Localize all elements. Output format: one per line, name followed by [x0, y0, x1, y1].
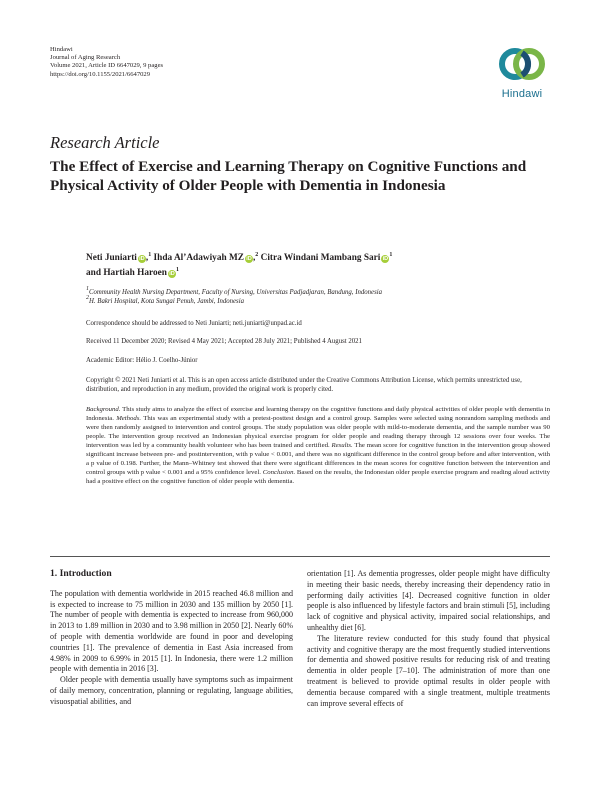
- body-column-left: [50, 569, 293, 708]
- doi-link[interactable]: https://doi.org/10.1155/2021/6647029: [50, 70, 151, 78]
- hindawi-logo-icon: [492, 44, 552, 88]
- affiliation-item: $^1$Community Health Nursing Department, Faculty of Nursing, Universitas Padjadjaran, Bandung, Indonesia: [86, 286, 383, 296]
- author-name: Neti Juniarti: [86, 253, 137, 263]
- abstract-methods-label: Methods.: [116, 415, 142, 423]
- author-name: Ihda Al’Adawiyah MZ: [153, 253, 244, 263]
- divider: [50, 556, 550, 557]
- body-paragraph: Older people with dementia usually have symptoms such as impairment of daily memory, concentration, planning or regulating, language abilities, visuospatial abilities, and: [50, 675, 293, 706]
- author-list: Neti Juniarti iD,$^1$ Ihda Al’Adawiyah MZ iD,$^2$ Citra Windani Mambang Sari $iD^1$ and Hartiah Haroen $iD^1$: [86, 252, 393, 278]
- orcid-icon[interactable]: iD: [246, 256, 252, 262]
- author-name: Citra Windani Mambang Sari: [260, 253, 381, 263]
- body-paragraph: The population with dementia worldwide in 2015 reached 46.8 million and is expected to increase to 75 million in 2030 and 135 million by 2050 [1]. The number of people with dementia is expected to increase from 960,000 in 2013 to 1.89 million in 2030 and to 3.98 million in 2050 [2]. Nearly 60% of people with dementia worldwide are found in poor and developing countries [1]. The prevalence of dementia in East Asia increased from 4.98% in 2009 to 6.99% in 2015 [1]. In Indonesia, there were 1.2 million people with dementia in 2016 [3].: [50, 588, 293, 674]
- abstract-background-label: Background.: [86, 406, 121, 413]
- copyright-notice: Copyright © 2021 Neti Juniarti et al. This is an open access article distributed under the Creative Commons Attribution License, which permits unrestricted use, distribution, and reproduction in any medium, provided the original work is properly cited.: [86, 377, 522, 394]
- journal-meta: [50, 46, 163, 79]
- article-title: The Effect of Exercise and Learning Therapy on Cognitive Functions and Physical Activity of Older People with Dementia in Indonesia: [50, 158, 527, 194]
- academic-editor: Academic Editor: Hélio J. Coelho-Júnior: [86, 357, 198, 364]
- correspondence: Correspondence should be addressed to Neti Juniarti; neti.juniarti@unpad.ac.id: [86, 320, 302, 327]
- publisher-name: Hindawi: [50, 46, 73, 53]
- orcid-icon[interactable]: iD: [382, 256, 389, 262]
- abstract-methods: This was an experimental study with a pretest-posttest design and a control group. Samples were selected using nonrandom sampling methods and were then randomly assigned to intervention and control groups. The study population was older people with mild-to-moderate dementia, and the sample number was 90 people. The intervention group received an Indonesian physical exercise program for older people and reading therapy through 12 sessions over four weeks. The intervention was led by a community health volunteer who has been trained and certified.: [86, 415, 550, 450]
- article-type: Research Article: [50, 133, 160, 152]
- affiliations: [86, 288, 382, 306]
- abstract-background: This study aims to analyze the effect of exercise and learning therapy on the cognitive functions and daily physical activities of older people with dementia in Indonesia.: [86, 406, 550, 423]
- section-heading: 1. Introduction: [50, 568, 112, 579]
- abstract: [86, 405, 550, 486]
- abstract-results-label: Results.: [331, 442, 353, 450]
- abstract-results: The mean score for cognitive function in the intervention group showed significant increase between pre- and postintervention, with p value < 0.001, and there was no significant difference in the control group before and after intervention, with a p value of 0.198. Further, the Mann–Whitney test showed that there were significant differences in the mean scores for cognitive function between the intervention and control groups with p value < 0.001 and a 95% confidence level.: [86, 442, 550, 477]
- body-paragraph: orientation [1]. As dementia progresses, older people might have difficulty in meeting their basic needs, thereby increasing their dependency ratio in performing daily activities [4]. Decreased cognitive function in older people is also influenced by lifestyle factors and brain stimuli [5], including lack of cognitive and physical activity, impaired social relationships, and unhealthy diet [6].: [307, 569, 550, 632]
- abstract-conclusion-label: Conclusion.: [262, 469, 296, 477]
- hindawi-logo: [492, 44, 552, 106]
- volume-line: Volume 2021, Article ID 6647029, 9 pages: [50, 62, 164, 70]
- orcid-icon[interactable]: iD: [139, 256, 145, 262]
- orcid-icon[interactable]: iD: [169, 271, 175, 277]
- journal-name: Journal of Aging Research: [50, 54, 121, 62]
- author-name: and Hartiah Haroen: [86, 268, 167, 278]
- article-dates: Received 11 December 2020; Revised 4 May 2021; Accepted 28 July 2021; Published 4 August 2021: [86, 338, 362, 345]
- body-paragraph: The literature review conducted for this study found that physical activity and cognitive therapy are the most frequently studied interventions for dementia and showed positive results for reducing risk of and treating dementia in older people [7–10]. The administration of more than one treatment is believed to provide optimal results in older people with dementia because compared with a single treatment, multiple treatments can improve several effects of: [307, 633, 550, 708]
- body-column-right: [307, 569, 550, 709]
- affiliation-item: $^2$H. Bakri Hospital, Kota Sungai Penuh, Jambi, Indonesia: [86, 295, 244, 306]
- abstract-conclusion: Based on the results, the Indonesian older people exercise program and reading aloud activity had a positive effect on the cognitive function of older people with dementia.: [86, 469, 551, 486]
- hindawi-logo-text: Hindawi: [501, 88, 543, 100]
